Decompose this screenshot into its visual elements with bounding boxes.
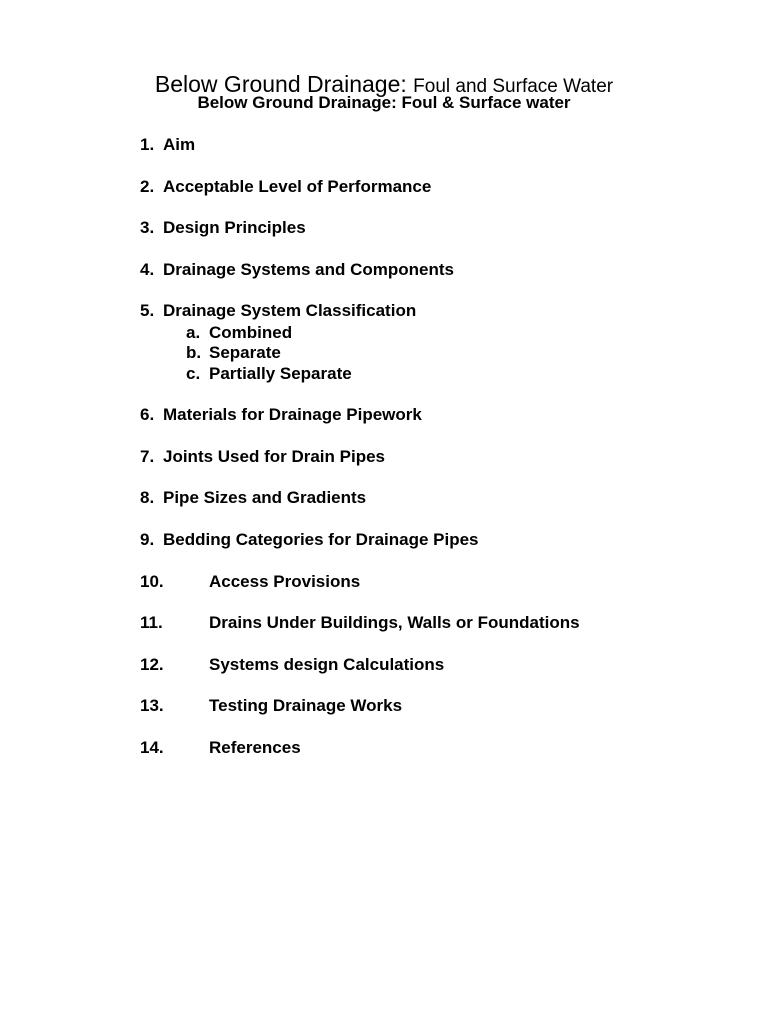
- toc-item-pipe-sizes: [140, 487, 366, 509]
- toc-item-testing: [140, 695, 402, 717]
- toc-item-number: 10.: [140, 572, 164, 591]
- toc-item-label: Acceptable Level of Performance: [163, 177, 432, 196]
- toc-item-systems-components: [140, 259, 454, 281]
- toc-subitem-letter: c.: [186, 364, 201, 383]
- toc-subitem-combined: [186, 322, 292, 343]
- toc-item-number: 3.: [140, 218, 155, 237]
- document-subtitle: Below Ground Drainage: Foul & Surface water: [197, 93, 571, 112]
- toc-item-number: 12.: [140, 655, 164, 674]
- toc-item-number: 8.: [140, 488, 155, 507]
- toc-item-calculations: [140, 654, 444, 676]
- toc-subitem-label: Separate: [209, 343, 281, 362]
- toc-item-label: References: [209, 738, 301, 757]
- toc-subitem-letter: b.: [186, 343, 202, 362]
- toc-item-classification: [140, 300, 416, 322]
- page-title-sub: Foul and Surface Water: [413, 76, 614, 98]
- toc-item-number: 13.: [140, 696, 164, 715]
- toc-item-label: Systems design Calculations: [209, 655, 445, 674]
- toc-item-label: Drainage System Classification: [163, 301, 417, 320]
- toc-item-label: Access Provisions: [209, 572, 361, 591]
- toc-item-label: Drainage Systems and Components: [163, 260, 454, 279]
- toc-item-number: 11.: [140, 613, 163, 632]
- toc-item-label: Materials for Drainage Pipework: [163, 405, 422, 424]
- toc-item-number: 4.: [140, 260, 155, 279]
- toc-item-number: 6.: [140, 405, 155, 424]
- page-title-main: Below Ground Drainage:: [154, 71, 414, 98]
- toc-item-number: 14.: [140, 738, 164, 757]
- toc-subitem-partially-separate: [186, 363, 352, 384]
- toc-item-number: 2.: [140, 177, 155, 196]
- toc-item-number: 7.: [140, 447, 155, 466]
- toc-subitem-label: Partially Separate: [209, 364, 352, 383]
- toc-item-bedding: [140, 529, 479, 551]
- toc-item-label: Bedding Categories for Drainage Pipes: [163, 530, 479, 549]
- toc-item-label: Drains Under Buildings, Walls or Foundations: [209, 613, 580, 632]
- toc-item-label: Aim: [163, 135, 196, 154]
- toc-item-number: 1.: [140, 135, 155, 154]
- toc-item-aim: [140, 134, 195, 156]
- toc-item-design-principles: [140, 217, 306, 239]
- toc-subitem-letter: a.: [186, 323, 201, 342]
- toc-item-number: 9.: [140, 530, 155, 549]
- toc-item-label: Testing Drainage Works: [209, 696, 403, 715]
- toc-item-label: Joints Used for Drain Pipes: [163, 447, 385, 466]
- toc-subitem-separate: [186, 342, 281, 363]
- toc-item-number: 5.: [140, 301, 155, 320]
- toc-item-access: [140, 571, 360, 593]
- toc-item-materials: [140, 404, 422, 426]
- toc-subitem-label: Combined: [209, 323, 293, 342]
- toc-item-label: Design Principles: [163, 218, 306, 237]
- toc-item-performance: [140, 176, 431, 198]
- toc-item-references: [140, 737, 301, 759]
- toc-item-joints: [140, 446, 385, 468]
- toc-item-drains-under-buildings: [140, 612, 580, 634]
- toc-item-label: Pipe Sizes and Gradients: [163, 488, 367, 507]
